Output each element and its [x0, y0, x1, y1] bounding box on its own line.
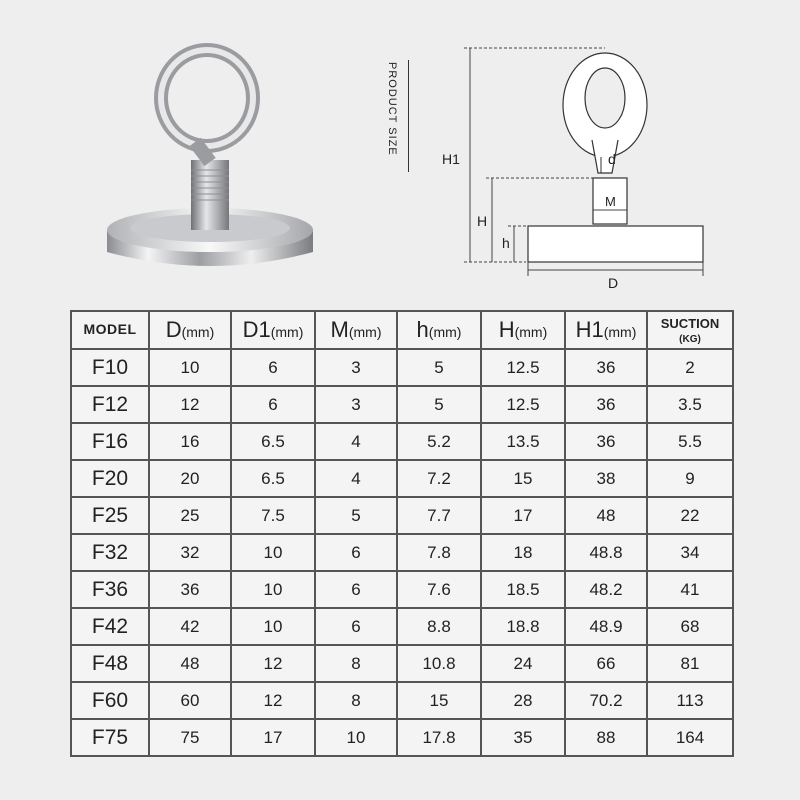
value-cell: 5 — [397, 386, 481, 423]
value-cell: 48 — [149, 645, 231, 682]
value-cell: 12.5 — [481, 349, 565, 386]
value-cell: 18.5 — [481, 571, 565, 608]
value-cell: 6 — [231, 386, 315, 423]
value-cell: 8 — [315, 682, 397, 719]
label-D: D — [608, 275, 619, 291]
header-H: H(mm) — [481, 311, 565, 349]
table-row — [71, 571, 733, 608]
value-cell: 24 — [481, 645, 565, 682]
model-cell: F20 — [71, 460, 149, 497]
value-cell: 28 — [481, 682, 565, 719]
value-cell: 5 — [315, 497, 397, 534]
header-h: h(mm) — [397, 311, 481, 349]
value-cell: 5.2 — [397, 423, 481, 460]
value-cell: 6 — [315, 571, 397, 608]
value-cell: 75 — [149, 719, 231, 756]
magnet-product-photo — [95, 30, 325, 280]
table-row — [71, 497, 733, 534]
value-cell: 6.5 — [231, 460, 315, 497]
header-model: MODEL — [71, 311, 149, 349]
value-cell: 113 — [647, 682, 733, 719]
value-cell: 34 — [647, 534, 733, 571]
value-cell: 22 — [647, 497, 733, 534]
value-cell: 68 — [647, 608, 733, 645]
value-cell: 8 — [315, 645, 397, 682]
value-cell: 10.8 — [397, 645, 481, 682]
value-cell: 13.5 — [481, 423, 565, 460]
value-cell: 70.2 — [565, 682, 647, 719]
table-row — [71, 608, 733, 645]
value-cell: 10 — [149, 349, 231, 386]
header-suction: SUCTION (KG) — [647, 311, 733, 349]
label-d: d — [608, 151, 616, 167]
value-cell: 48.2 — [565, 571, 647, 608]
value-cell: 5 — [397, 349, 481, 386]
model-cell: F10 — [71, 349, 149, 386]
table-row — [71, 460, 733, 497]
model-cell: F25 — [71, 497, 149, 534]
value-cell: 32 — [149, 534, 231, 571]
value-cell: 3.5 — [647, 386, 733, 423]
model-cell: F60 — [71, 682, 149, 719]
model-cell: F36 — [71, 571, 149, 608]
value-cell: 16 — [149, 423, 231, 460]
spec-table — [70, 310, 734, 757]
table-row — [71, 349, 733, 386]
value-cell: 36 — [565, 386, 647, 423]
header-H1: H1(mm) — [565, 311, 647, 349]
value-cell: 164 — [647, 719, 733, 756]
table-row — [71, 719, 733, 756]
value-cell: 81 — [647, 645, 733, 682]
value-cell: 10 — [231, 608, 315, 645]
model-cell: F75 — [71, 719, 149, 756]
value-cell: 38 — [565, 460, 647, 497]
value-cell: 88 — [565, 719, 647, 756]
value-cell: 42 — [149, 608, 231, 645]
value-cell: 48.9 — [565, 608, 647, 645]
value-cell: 4 — [315, 460, 397, 497]
value-cell: 48 — [565, 497, 647, 534]
value-cell: 41 — [647, 571, 733, 608]
divider-line — [408, 60, 409, 172]
value-cell: 48.8 — [565, 534, 647, 571]
value-cell: 60 — [149, 682, 231, 719]
value-cell: 7.6 — [397, 571, 481, 608]
header-M: M(mm) — [315, 311, 397, 349]
value-cell: 36 — [565, 349, 647, 386]
value-cell: 25 — [149, 497, 231, 534]
value-cell: 3 — [315, 386, 397, 423]
model-cell: F16 — [71, 423, 149, 460]
table-row — [71, 423, 733, 460]
value-cell: 2 — [647, 349, 733, 386]
value-cell: 20 — [149, 460, 231, 497]
dimension-diagram — [430, 30, 730, 300]
value-cell: 12.5 — [481, 386, 565, 423]
table-row — [71, 386, 733, 423]
value-cell: 6.5 — [231, 423, 315, 460]
label-H: H — [477, 213, 488, 229]
value-cell: 4 — [315, 423, 397, 460]
value-cell: 12 — [231, 682, 315, 719]
value-cell: 8.8 — [397, 608, 481, 645]
model-cell: F12 — [71, 386, 149, 423]
value-cell: 7.5 — [231, 497, 315, 534]
header-D: D(mm) — [149, 311, 231, 349]
value-cell: 6 — [315, 534, 397, 571]
value-cell: 18 — [481, 534, 565, 571]
label-M: M — [605, 194, 616, 209]
value-cell: 17 — [481, 497, 565, 534]
value-cell: 5.5 — [647, 423, 733, 460]
value-cell: 12 — [231, 645, 315, 682]
value-cell: 17.8 — [397, 719, 481, 756]
table-row — [71, 682, 733, 719]
value-cell: 12 — [149, 386, 231, 423]
value-cell: 35 — [481, 719, 565, 756]
product-size-label: PRODUCT SIZE — [386, 62, 398, 156]
table-row — [71, 534, 733, 571]
value-cell: 9 — [647, 460, 733, 497]
value-cell: 18.8 — [481, 608, 565, 645]
value-cell: 6 — [315, 608, 397, 645]
value-cell: 17 — [231, 719, 315, 756]
model-cell: F48 — [71, 645, 149, 682]
header-D1: D1(mm) — [231, 311, 315, 349]
model-cell: F42 — [71, 608, 149, 645]
value-cell: 10 — [231, 571, 315, 608]
value-cell: 6 — [231, 349, 315, 386]
value-cell: 7.8 — [397, 534, 481, 571]
model-cell: F32 — [71, 534, 149, 571]
value-cell: 7.7 — [397, 497, 481, 534]
label-H1: H1 — [442, 151, 460, 167]
table-header-row — [71, 311, 733, 349]
value-cell: 15 — [397, 682, 481, 719]
label-h: h — [502, 235, 510, 251]
value-cell: 10 — [315, 719, 397, 756]
value-cell: 36 — [149, 571, 231, 608]
value-cell: 10 — [231, 534, 315, 571]
value-cell: 7.2 — [397, 460, 481, 497]
value-cell: 36 — [565, 423, 647, 460]
value-cell: 3 — [315, 349, 397, 386]
table-row — [71, 645, 733, 682]
value-cell: 15 — [481, 460, 565, 497]
value-cell: 66 — [565, 645, 647, 682]
